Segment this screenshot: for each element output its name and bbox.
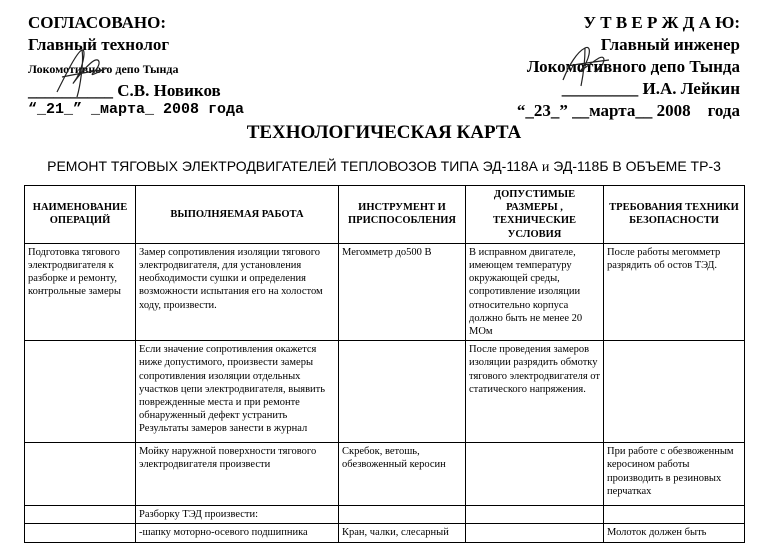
table-cell: [25, 443, 136, 506]
table-cell: [339, 341, 466, 443]
approval-block-left: [28, 12, 244, 118]
table-cell: После работы мегомметр разрядить об остов ТЭД.: [604, 243, 745, 340]
table-row: [25, 341, 745, 443]
document-subtitle: [0, 158, 768, 176]
table-cell: [25, 524, 136, 542]
approver-signature-line-right: _________ И.А. Лейкин: [561, 79, 740, 98]
col-header-safety: ТРЕБОВАНИЯ ТЕХНИКИ БЕЗОПАСНОСТИ: [604, 186, 745, 244]
table-cell: Если значение сопротивления окажется ниже допустимого, произвести замеры сопротивления изоляции отдельных участков цепи электродвигателя, выявить поврежденные места и при ремонте обнаруженный дефект устранить Результаты замеров занести в журнал: [136, 341, 339, 443]
approval-date-right: “_23_” __марта__ 2008 года: [516, 101, 740, 120]
table-cell: [25, 506, 136, 524]
table-cell: Замер сопротивления изоляции тягового электродвигателя, для установления необходимости сушки и определения возможности испытания его на холостом ходу, произвести.: [136, 243, 339, 340]
table-cell: Мегомметр до500 В: [339, 243, 466, 340]
table-cell: Скребок, ветошь, обезвоженный керосин: [339, 443, 466, 506]
approval-block-right: [517, 12, 740, 122]
subtitle-part-b: ЭД-118Б В ОБЪЕМЕ ТР-3: [553, 158, 721, 174]
col-header-conditions: ДОПУСТИМЫЕ РАЗМЕРЫ , ТЕХНИЧЕСКИЕ УСЛОВИЯ: [466, 186, 604, 244]
approver-role: Главный технолог: [28, 35, 170, 54]
table-cell: При работе с обезвоженным керосином работы производить в резиновых перчатках: [604, 443, 745, 506]
table-cell: В исправном двигателе, имеющем температуру окружающей среды, сопротивление изоляции относительно корпуса должно быть не менее 20 МОм: [466, 243, 604, 340]
table-cell: [339, 506, 466, 524]
table-cell: [466, 443, 604, 506]
table-cell: [466, 524, 604, 542]
table-row: [25, 506, 745, 524]
subtitle-part-a: РЕМОНТ ТЯГОВЫХ ЭЛЕКТРОДВИГАТЕЛЕЙ ТЕПЛОВОЗОВ ТИПА ЭД-118А: [47, 158, 538, 174]
table-cell: [604, 506, 745, 524]
approver-signature-line: __________ С.В. Новиков: [28, 81, 221, 100]
table-cell: [604, 341, 745, 443]
approver-org: Локомотивного депо Тында: [28, 62, 179, 76]
table-cell: После проведения замеров изоляции разрядить обмотку тягового электродвигателя от статического напряжения.: [466, 341, 604, 443]
document-title: ТЕХНОЛОГИЧЕСКАЯ КАРТА: [246, 122, 522, 143]
table-row: [25, 524, 745, 542]
table-cell: Разборку ТЭД произвести:: [136, 506, 339, 524]
approval-date: “_21_” _марта_ 2008 года: [28, 101, 245, 118]
table-cell: [25, 341, 136, 443]
tech-card-table: [24, 185, 745, 543]
table-cell: Молоток должен быть: [604, 524, 745, 542]
table-header-row: [25, 186, 745, 244]
approved-label: СОГЛАСОВАНО:: [28, 13, 167, 32]
approver-org-right: Локомотивного депо Тында: [526, 57, 740, 76]
approve-label: У Т В Е Р Ж Д А Ю:: [583, 13, 740, 32]
col-header-tools: ИНСТРУМЕНТ И ПРИСПОСОБЛЕНИЯ: [339, 186, 466, 244]
table-cell: Подготовка тягового электродвигателя к разборке и ремонту, контрольные замеры: [25, 243, 136, 340]
table-cell: Мойку наружной поверхности тягового электродвигателя произвести: [136, 443, 339, 506]
subtitle-and: и: [541, 160, 550, 175]
col-header-operations: НАИМЕНОВАНИЕ ОПЕРАЦИЙ: [25, 186, 136, 244]
col-header-work: ВЫПОЛНЯЕМАЯ РАБОТА: [136, 186, 339, 244]
table-cell: [466, 506, 604, 524]
approver-role-right: Главный инженер: [600, 35, 740, 54]
table-row: [25, 443, 745, 506]
table-cell: -шапку моторно-осевого подшипника: [136, 524, 339, 542]
table-cell: Кран, чалки, слесарный: [339, 524, 466, 542]
table-row: [25, 243, 745, 340]
